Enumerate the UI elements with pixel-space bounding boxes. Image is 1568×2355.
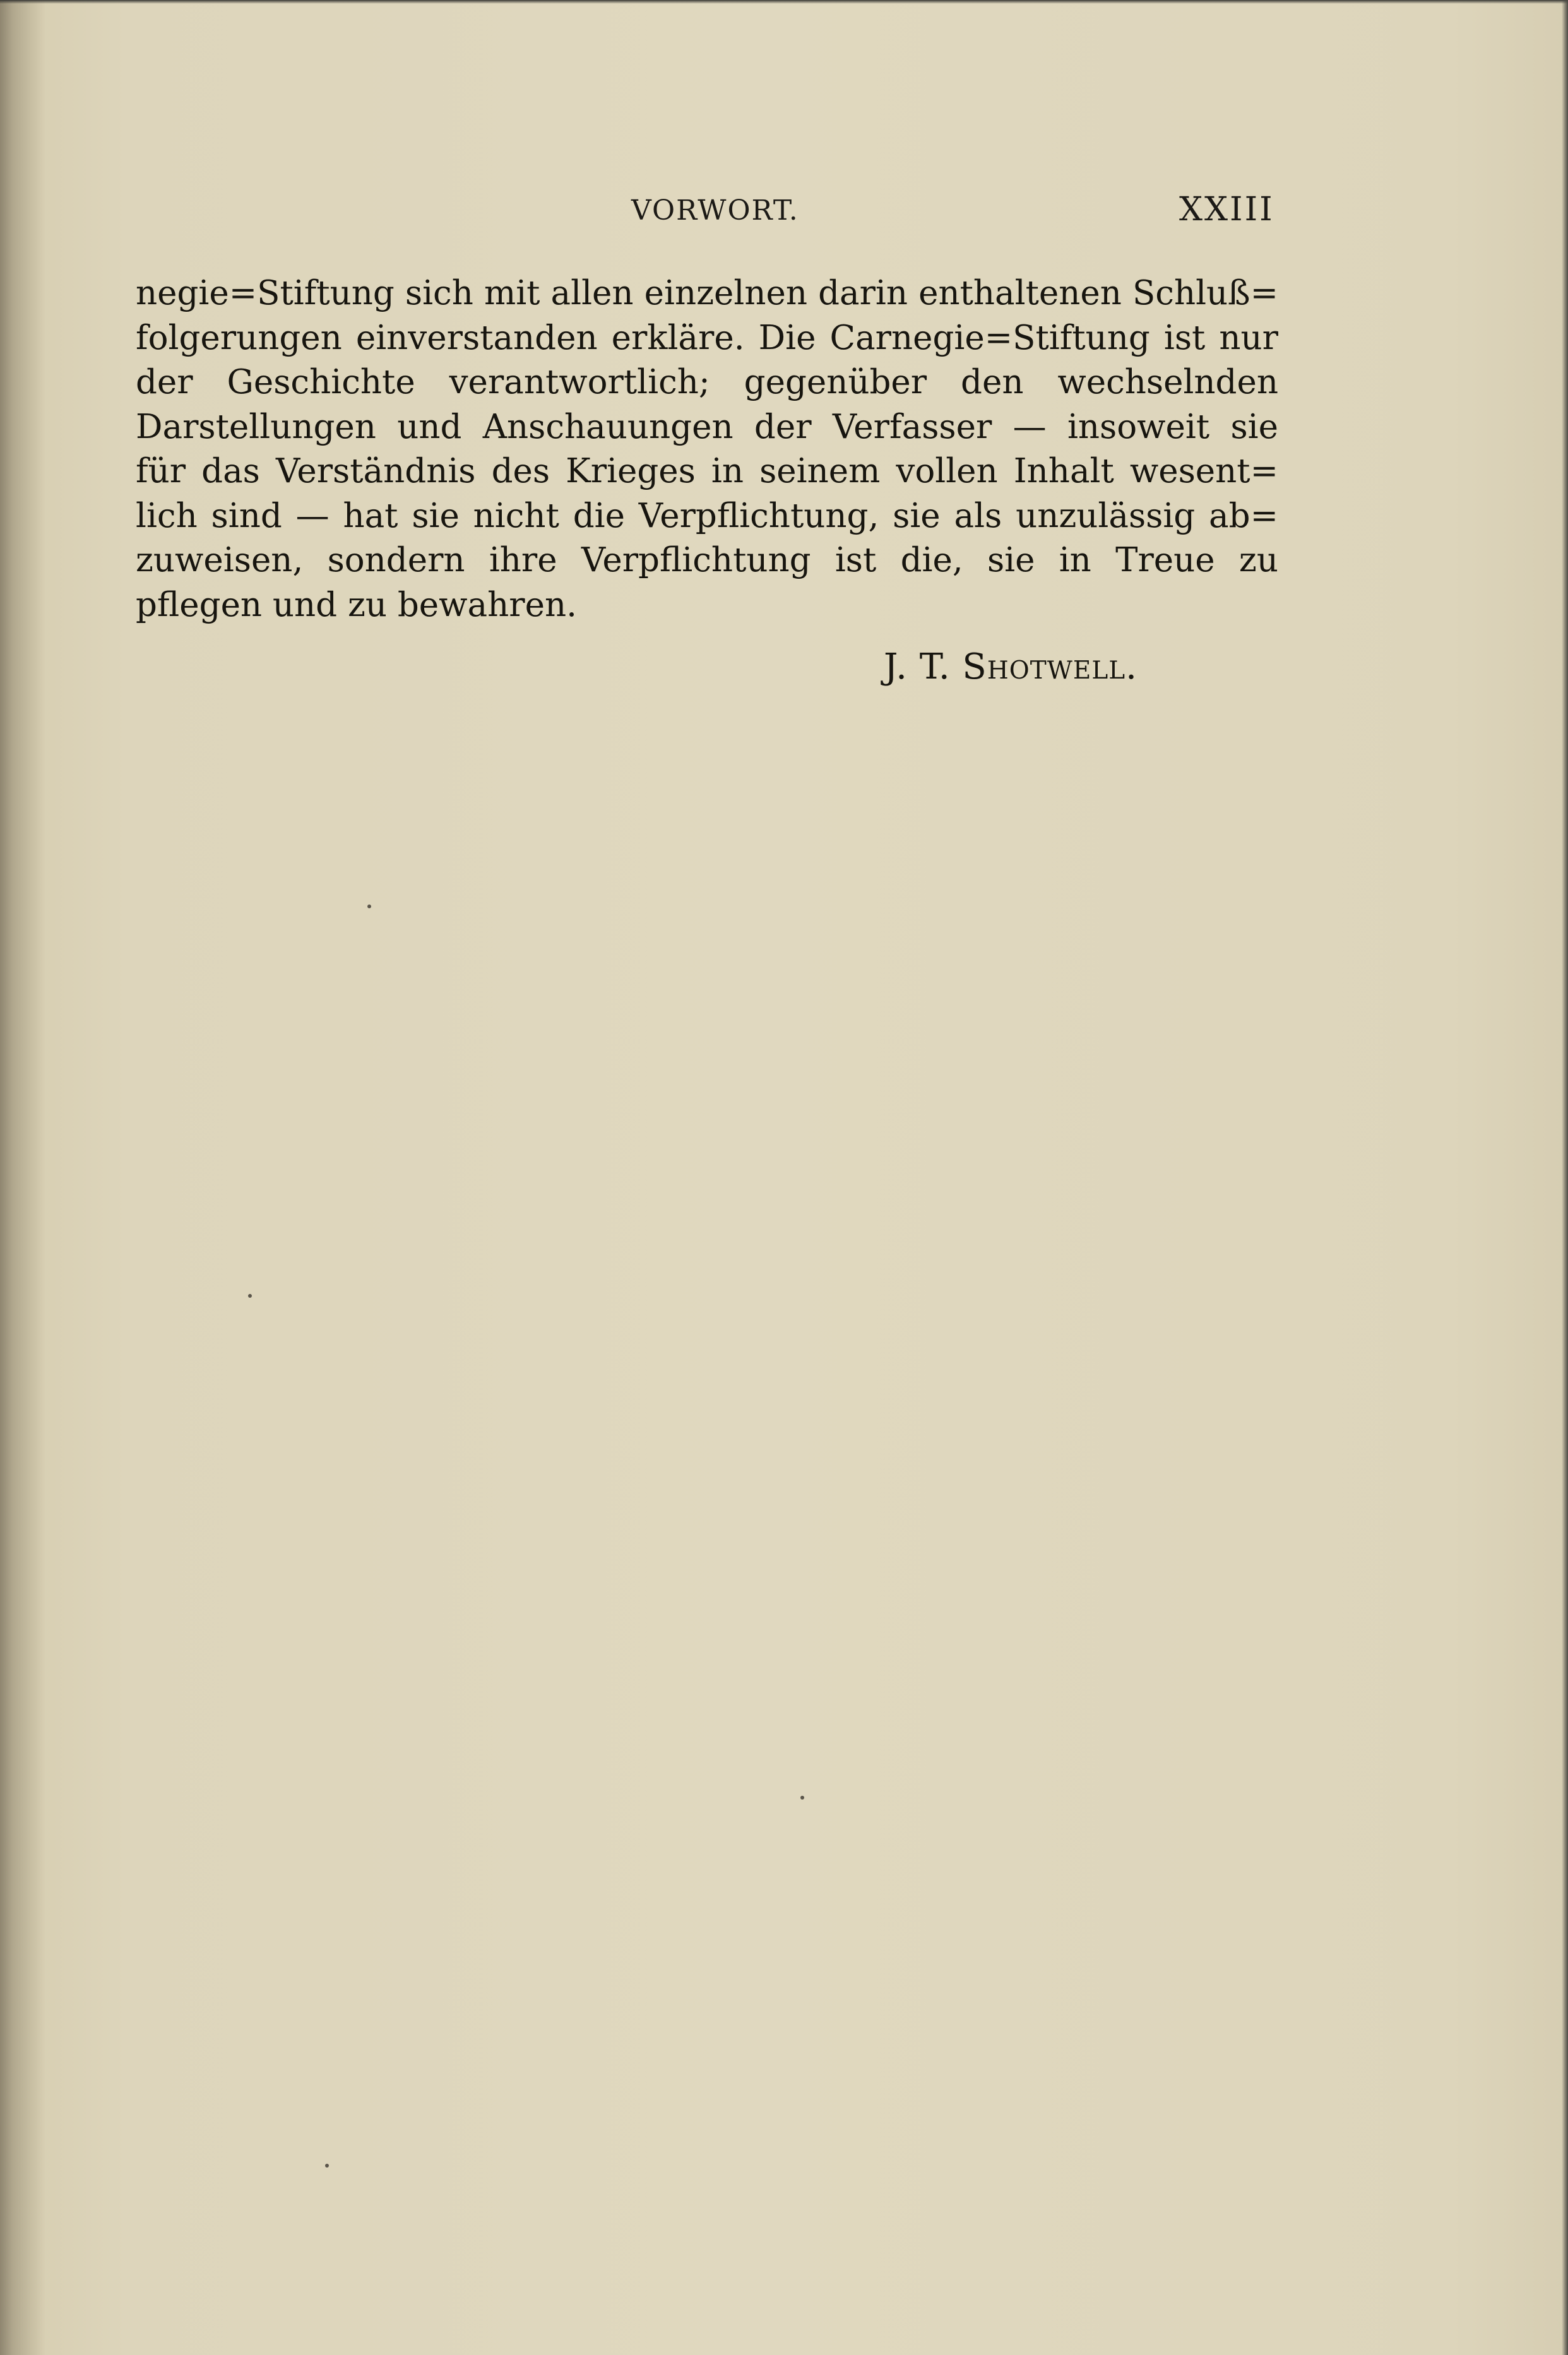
page-top-edge — [0, 0, 1568, 4]
paper-speck — [325, 2164, 329, 2168]
paper-speck — [800, 1796, 804, 1800]
text-line: negie=Stiftung sich mit allen einzelnen darin enthaltenen Schluß= — [136, 274, 1278, 312]
text-line: Darstellungen und Anschauungen der Verfasser — insoweit sie — [136, 407, 1278, 446]
text-line: lich sind — hat sie nicht die Verpflichtung, sie als unzulässig ab= — [136, 496, 1278, 535]
paper-speck — [367, 905, 371, 908]
text-line: für das Verständnis des Krieges in seinem vollen Inhalt wesent= — [136, 452, 1278, 490]
text-line: zuweisen, sondern ihre Verpflichtung ist die, sie in Treue zu — [136, 541, 1278, 579]
paper-speck — [248, 1294, 252, 1298]
spine-shadow — [0, 0, 45, 2355]
body-paragraph — [136, 271, 1278, 627]
text-line: pflegen und zu bewahren. — [136, 585, 577, 624]
page-right-edge — [1562, 0, 1568, 2355]
running-head: VORWORT. — [631, 194, 799, 227]
text-line: der Geschichte verantwortlich; gegenüber den wechselnden — [136, 363, 1278, 401]
text-line: folgerungen einverstanden erkläre. Die Carnegie=Stiftung ist nur — [136, 318, 1278, 357]
page-number: XXIII — [1179, 191, 1274, 228]
author-signature: J. T. Shotwell. — [884, 646, 1137, 687]
